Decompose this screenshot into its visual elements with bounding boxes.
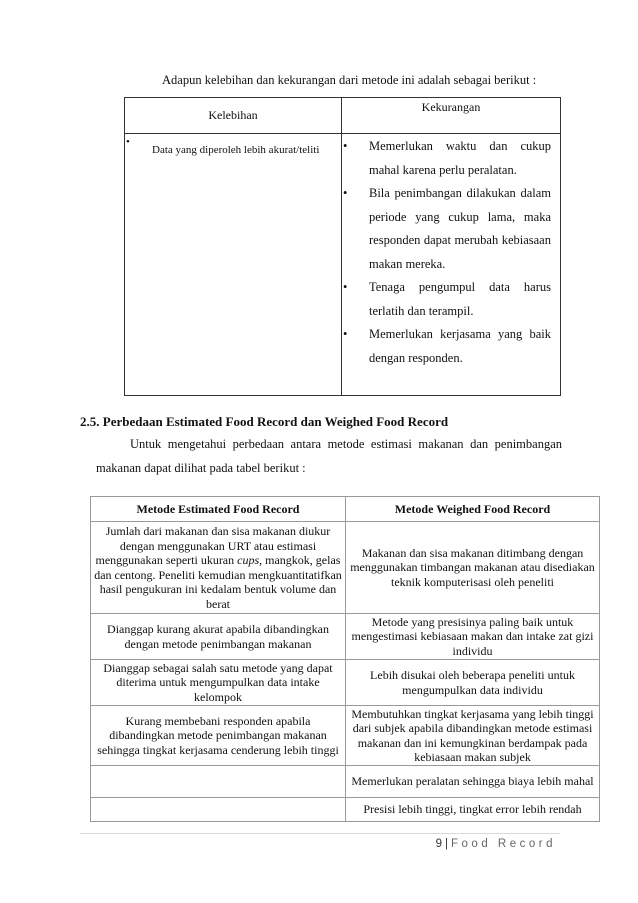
bullet-icon: • (126, 136, 130, 148)
paragraph-line-2: makanan dapat dilihat pada tabel berikut : (96, 461, 306, 475)
running-title: Food Record (451, 838, 556, 850)
table-row (91, 522, 600, 614)
page-footer (436, 838, 556, 850)
cell-estimated: Dianggap sebagai salah satu metode yang dapat diterima untuk mengumpulkan data intake kelompok (91, 660, 346, 706)
cell-estimated-empty (91, 798, 346, 822)
table-row (91, 798, 600, 822)
header-kekurangan: Kekurangan (342, 98, 561, 134)
cell-estimated: Dianggap kurang akurat apabila dibandingkan dengan metode penimbangan makanan (91, 614, 346, 660)
header-estimated: Metode Estimated Food Record (91, 497, 346, 522)
cell-weighed: Memerlukan peralatan sehingga biaya lebih mahal (346, 766, 600, 798)
footer-divider (80, 833, 560, 834)
bullet-icon: • (343, 280, 348, 294)
page-number: 9 (435, 838, 443, 850)
cell-weighed: Lebih disukai oleh beberapa peneliti untuk mengumpulkan data individu (346, 660, 600, 706)
header-weighed: Metode Weighed Food Record (346, 497, 600, 522)
cell-estimated: Kurang membebani responden apabila dibandingkan metode penimbangan makanan sehingga tingkat kerjasama cenderung lebih tinggi (91, 706, 346, 766)
footer-separator: | (445, 838, 449, 850)
table-row (91, 766, 600, 798)
comparison-table (90, 496, 600, 822)
list-item: • Memerlukan waktu dan cukup mahal karena perlu peralatan. (343, 135, 559, 182)
table-row (91, 706, 600, 766)
bullet-icon: • (343, 327, 348, 341)
intro-text: Adapun kelebihan dan kekurangan dari metode ini adalah sebagai berikut : (162, 73, 537, 87)
bullet-icon: • (343, 139, 348, 153)
cell-weighed: Makanan dan sisa makanan ditimbang dengan menggunakan timbangan makanan atau disediakan teknik komputerisasi oleh peneliti (346, 522, 600, 614)
list-item: • Bila penimbangan dilakukan dalam periode yang cukup lama, maka responden dapat merubah kebiasaan makan mereka. (343, 182, 559, 276)
list-item: • Tenaga pengumpul data harus terlatih dan terampil. (343, 276, 559, 323)
pros-cell (125, 134, 342, 396)
table-row (91, 614, 600, 660)
bullet-icon: • (343, 186, 348, 200)
table-row (91, 660, 600, 706)
header-kelebihan: Kelebihan (125, 98, 342, 134)
cell-estimated-empty (91, 766, 346, 798)
pros-cons-table (124, 97, 561, 396)
list-item: • Data yang diperoleh lebih akurat/teliti (126, 136, 320, 156)
cons-cell (342, 134, 561, 396)
cell-weighed: Metode yang presisinya paling baik untuk mengestimasi kebiasaan makan dan intake zat gizi individu (346, 614, 600, 660)
cell-estimated: Jumlah dari makanan dan sisa makanan diukur dengan menggunakan URT atau estimasi menggunakan seperti ukuran cups, mangkok, gelas dan centong. Peneliti kemudian mengkuantitatifkan hasil pengukuran ini kedalam bentuk volume dan berat (91, 522, 346, 614)
cell-weighed: Presisi lebih tinggi, tingkat error lebih rendah (346, 798, 600, 822)
cell-weighed: Membutuhkan tingkat kerjasama yang lebih tinggi dari subjek apabila dibandingkan metode estimasi makanan dan ini kemungkinan berdampak pada kebiasaan makan subjek (346, 706, 600, 766)
paragraph-line-1: Untuk mengetahui perbedaan antara metode estimasi makanan dan penimbangan (130, 437, 562, 451)
section-heading: 2.5. Perbedaan Estimated Food Record dan Weighed Food Record (80, 414, 449, 429)
list-item: • Memerlukan kerjasama yang baik dengan responden. (343, 323, 559, 370)
